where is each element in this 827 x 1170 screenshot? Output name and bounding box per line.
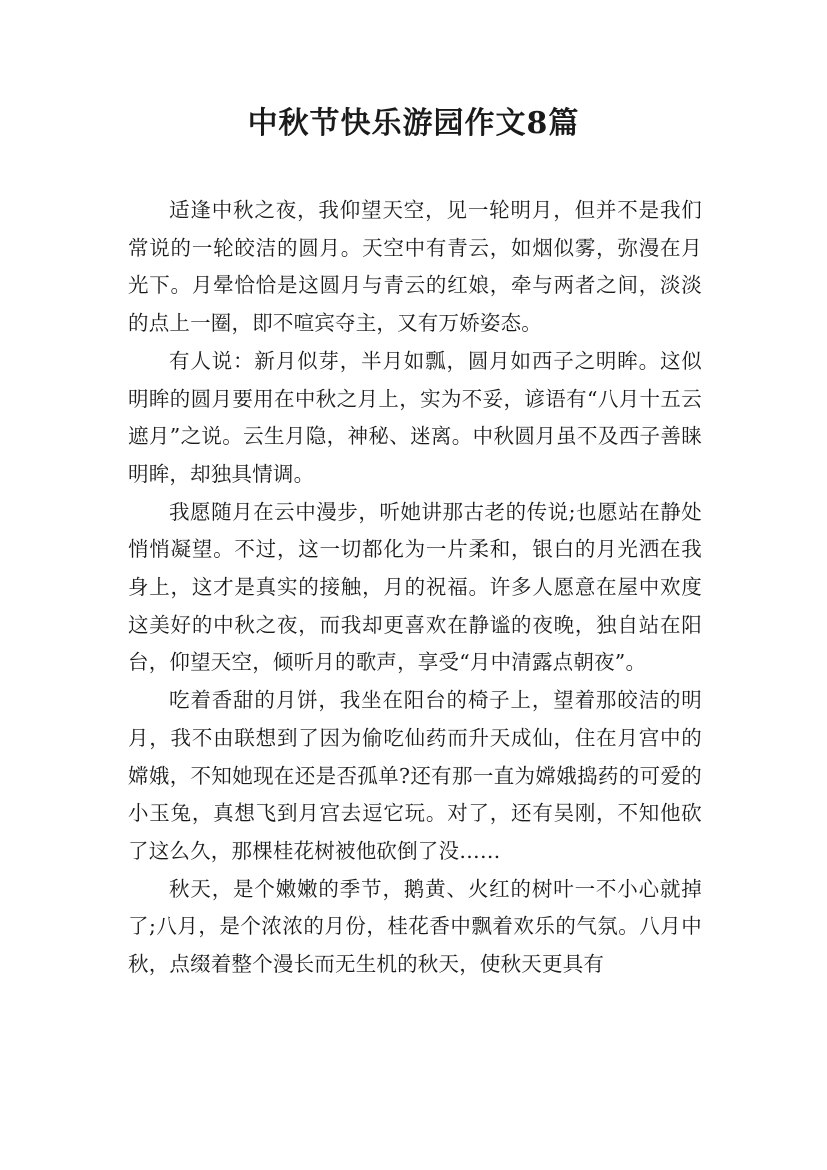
paragraph-3: 我愿随月在云中漫步，听她讲那古老的传说;也愿站在静处悄悄凝望。不过，这一切都化为一片柔和，银白的月光洒在我身上，这才是真实的接触，月的祝福。许多人愿意在屋中欢度这美好的中秋之夜，而我却更喜欢在静谧的夜晚，独自站在阳台，仰望天空，倾听月的歌声，享受“月中清露点朝夜”。	[128, 499, 702, 675]
article-body	[128, 192, 702, 984]
paragraph-5: 秋天，是个嫩嫩的季节，鹅黄、火红的树叶一不小心就掉了;八月，是个浓浓的月份，桂花香中飘着欢乐的气氛。八月中秋，点缀着整个漫长而无生机的秋天，使秋天更具有	[128, 876, 702, 977]
paragraph-2: 有人说：新月似芽，半月如瓢，圆月如西子之明眸。这似明眸的圆月要用在中秋之月上，实为不妥，谚语有“八月十五云遮月”之说。云生月隐，神秘、迷离。中秋圆月虽不及西子善睐明眸，却独具情调。	[128, 348, 702, 486]
paragraph-4: 吃着香甜的月饼，我坐在阳台的椅子上，望着那皎洁的明月，我不由联想到了因为偷吃仙药而升天成仙，住在月宫中的嫦娥，不知她现在还是否孤单?还有那一直为嫦娥捣药的可爱的小玉兔，真想飞到月宫去逗它玩。对了，还有吴刚，不知他砍了这么久，那棵桂花树被他砍倒了没……	[128, 688, 702, 863]
document-title: 中秋节快乐游园作文8篇	[247, 106, 580, 141]
paragraph-1: 适逢中秋之夜，我仰望天空，见一轮明月，但并不是我们常说的一轮皎洁的圆月。天空中有青云，如烟似雾，弥漫在月光下。月晕恰恰是这圆月与青云的红娘，牵与两者之间，淡淡的点上一圈，即不喧宾夺主，又有万娇姿态。	[128, 198, 702, 336]
